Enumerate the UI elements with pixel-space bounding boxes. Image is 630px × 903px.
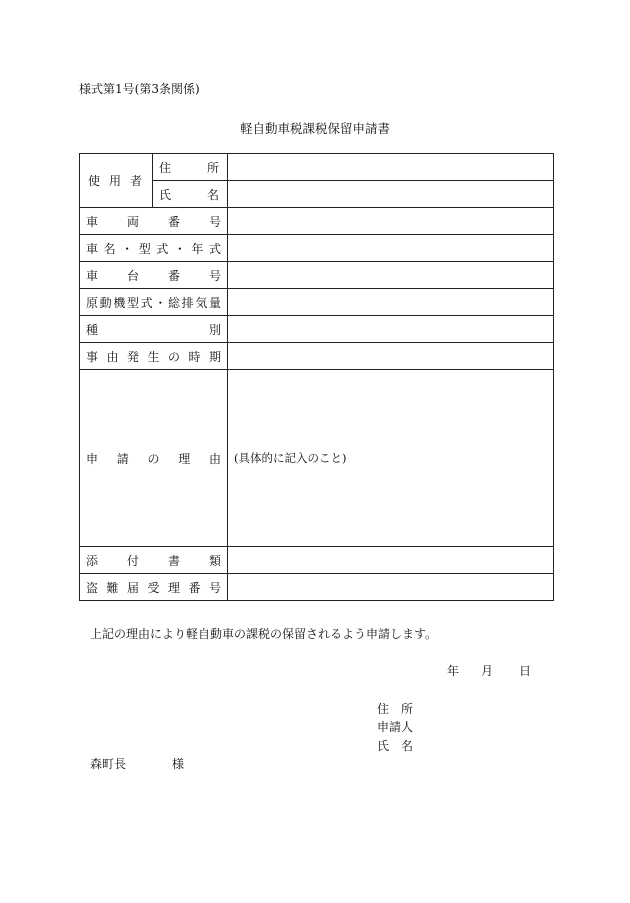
engine-field[interactable] bbox=[228, 289, 554, 316]
user-address-label: 住所 bbox=[153, 154, 228, 181]
engine-row bbox=[80, 289, 554, 316]
user-name-field[interactable] bbox=[228, 181, 554, 208]
applicant-name-label: 氏名 bbox=[377, 739, 426, 753]
attachments-row bbox=[80, 547, 554, 574]
application-table bbox=[79, 153, 554, 601]
type-label: 種別 bbox=[80, 316, 228, 343]
event-time-label: 事由発生の時期 bbox=[80, 343, 228, 370]
user-group-label: 使用者 bbox=[80, 154, 153, 208]
event-time-field[interactable] bbox=[228, 343, 554, 370]
type-row bbox=[80, 316, 554, 343]
date-line bbox=[447, 662, 531, 679]
addressee bbox=[90, 755, 184, 772]
date-year-label: 年 bbox=[447, 664, 460, 678]
reason-field[interactable] bbox=[228, 370, 554, 547]
applicant-address-label: 住所 bbox=[377, 702, 426, 716]
form-title: 軽自動車税課税保留申請書 bbox=[239, 121, 390, 136]
reason-hint: (具体的に記入のこと) bbox=[234, 451, 347, 465]
vehicle-number-label: 車両番号 bbox=[80, 208, 228, 235]
date-month-label: 月 bbox=[481, 664, 494, 678]
user-address-field[interactable] bbox=[228, 154, 554, 181]
form-number: 様式第1号(第3条関係) bbox=[79, 82, 200, 96]
vehicle-number-row bbox=[80, 208, 554, 235]
date-day-label: 日 bbox=[519, 664, 532, 678]
theft-report-label: 盗難届受理番号 bbox=[80, 574, 228, 601]
attachments-label: 添付書類 bbox=[80, 547, 228, 574]
chassis-number-row bbox=[80, 262, 554, 289]
theft-report-field[interactable] bbox=[228, 574, 554, 601]
model-label: 車名・型式・年式 bbox=[80, 235, 228, 262]
engine-label: 原動機型式・総排気量 bbox=[80, 289, 228, 316]
event-time-row bbox=[80, 343, 554, 370]
model-row bbox=[80, 235, 554, 262]
chassis-number-field[interactable] bbox=[228, 262, 554, 289]
theft-report-row bbox=[80, 574, 554, 601]
statement-text: 上記の理由により軽自動車の課税の保留されるよう申請します。 bbox=[90, 627, 438, 641]
addressee-honorific: 様 bbox=[172, 757, 185, 771]
type-field[interactable] bbox=[228, 316, 554, 343]
user-address-row bbox=[80, 154, 554, 181]
chassis-number-label: 車台番号 bbox=[80, 262, 228, 289]
applicant-label: 申請人 bbox=[377, 720, 414, 734]
reason-row bbox=[80, 370, 554, 547]
vehicle-number-field[interactable] bbox=[228, 208, 554, 235]
attachments-field[interactable] bbox=[228, 547, 554, 574]
user-name-label: 氏名 bbox=[153, 181, 228, 208]
model-field[interactable] bbox=[228, 235, 554, 262]
addressee-mayor: 森町長 bbox=[90, 757, 127, 771]
reason-label: 申請の理由 bbox=[80, 370, 228, 547]
